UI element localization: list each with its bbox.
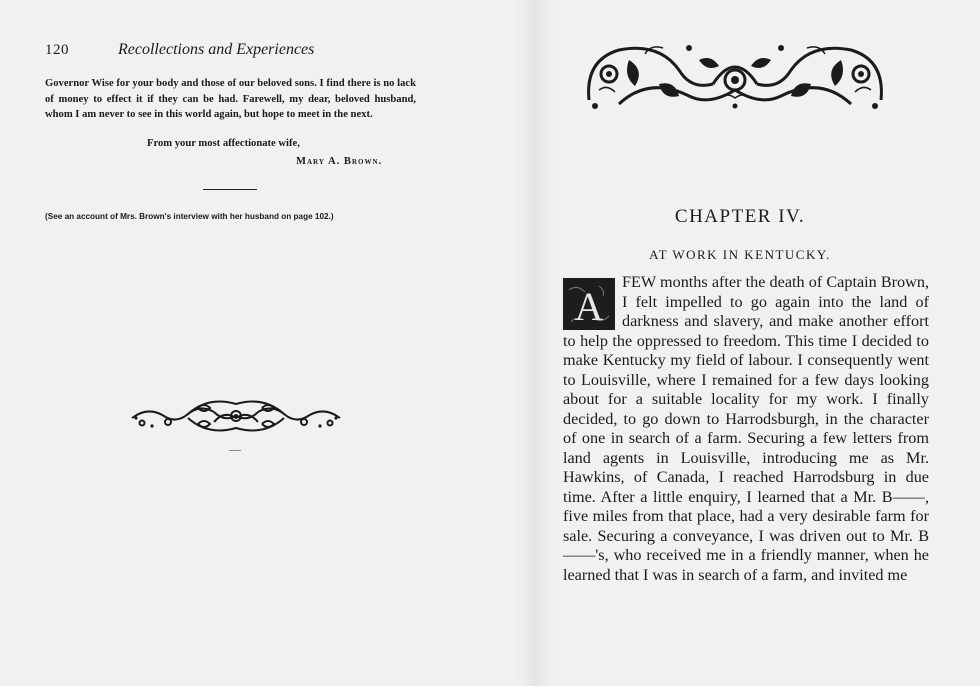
footnote: (See an account of Mrs. Brown's interview with her husband on page 102.) — [45, 212, 334, 221]
chapter-body — [563, 273, 929, 585]
section-rule — [203, 189, 257, 190]
chapter-heading: CHAPTER IV. — [674, 206, 806, 227]
chapter-subtitle: AT WORK IN KENTUCKY. — [649, 247, 831, 262]
right-page — [555, 0, 980, 686]
letter-text-block — [45, 76, 416, 123]
chapter-paragraph: FEW months after the death of Captain Brown, I felt impelled to go again into the land of darkness and slavery, and make another effort to help the oppressed to freedom. This time I decided to make Kentucky my field of labour. I consequently went to Louisville, where I remained for a few days looking about for a suitable locality for my work. I finally decided, to go down to Harrodsburgh, in the character of one in search of a farm. Securing a few letters from land agents in Louisville, introducing me as Mr. Hawkins, of Canada, I reached Harrodsburg in due time. After a little enquiry, I learned that a Mr. B——, five miles from that place, had a very desirable farm for sale. Securing a conveyance, I was driven out to Mr. B——'s, who received me in a friendly manner, when he learned that I was in search of a farm, and invited me — [563, 273, 929, 584]
page-number: 120 — [45, 42, 69, 58]
book-gutter — [515, 0, 555, 686]
running-head: Recollections and Experiences — [118, 41, 315, 58]
drop-cap-letter: A — [574, 284, 604, 329]
letter-signature: Mary A. Brown. — [296, 156, 383, 167]
drop-cap — [563, 278, 615, 330]
floral-headpiece-icon — [579, 40, 891, 112]
letter-paragraph: Governor Wise for your body and those of our beloved sons. I find there is no lack of money to effect it if they can be had. Farewell, my dear, beloved husband, whom I am never to see in this world again, but hope to meet in the next. — [45, 78, 416, 120]
scroll-tailpiece-icon — [128, 396, 344, 436]
print-speck — [229, 450, 241, 451]
letter-closing: From your most affectionate wife, — [147, 138, 300, 149]
